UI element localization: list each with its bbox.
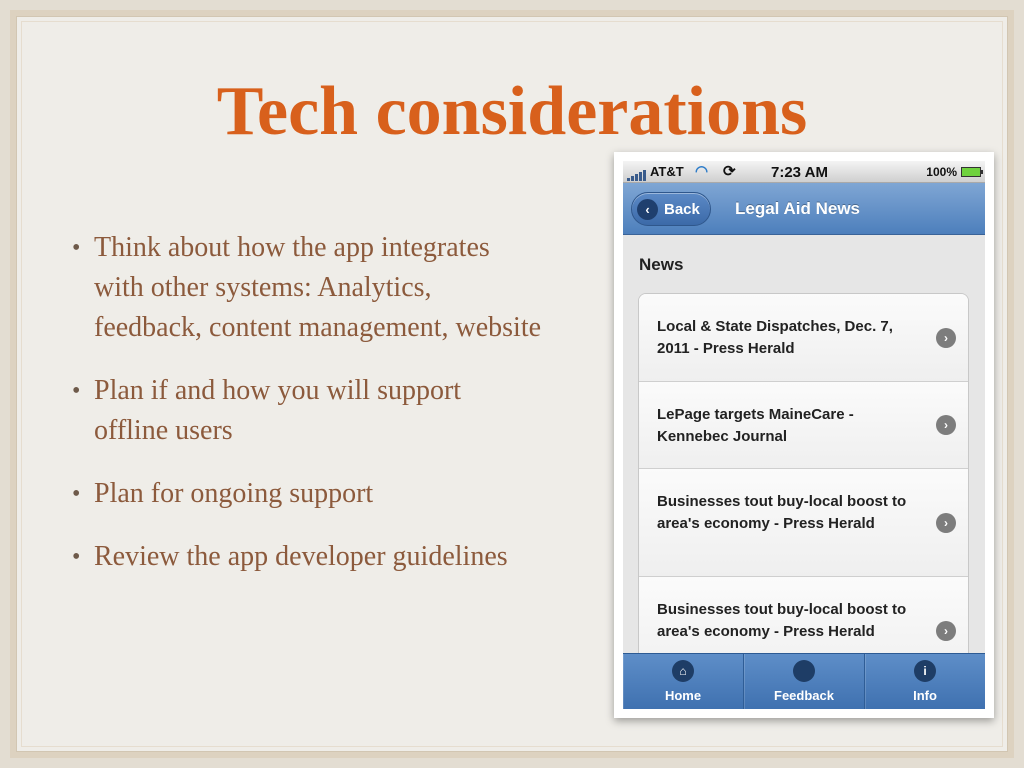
phone-screenshot — [614, 152, 994, 718]
tab-feedback-label: Feedback — [774, 688, 834, 703]
bullet-dot-icon: • — [72, 481, 81, 507]
nav-bar — [623, 183, 985, 235]
sync-icon: ⟳ — [723, 163, 736, 180]
info-icon: i — [914, 660, 936, 682]
tab-home[interactable] — [623, 654, 744, 709]
section-title: News — [639, 255, 684, 274]
chevron-right-icon: › — [936, 328, 956, 348]
carrier-label: AT&T — [650, 164, 684, 179]
tab-home-label: Home — [664, 688, 702, 703]
list-item-label: Businesses tout buy-local boost to area's economy - Press Herald — [657, 601, 907, 640]
bullet-text: Review the app developer guidelines — [94, 541, 508, 572]
list-item-label: Local & State Dispatches, Dec. 7, 2011 - Press Herald — [657, 318, 893, 357]
bullet-text: Plan if and how you will support offline users — [94, 375, 462, 446]
wifi-icon: ◠ — [695, 163, 709, 180]
battery-percent: 100% — [926, 165, 957, 179]
chevron-right-icon: › — [936, 621, 956, 641]
status-time: 7:23 AM — [771, 164, 828, 181]
slide-title: Tech considerations — [216, 73, 808, 150]
bullet-item — [72, 474, 542, 514]
tab-info-label: Info — [913, 688, 937, 703]
list-item-label: LePage targets MaineCare - Kennebec Journal — [657, 406, 854, 445]
bullet-text: Plan for ongoing support — [94, 478, 374, 509]
news-list — [638, 293, 969, 693]
bullet-item — [72, 371, 542, 451]
back-button-label: Back — [664, 201, 700, 218]
tab-info[interactable] — [865, 654, 985, 709]
circle-icon — [793, 660, 815, 682]
list-item[interactable] — [639, 294, 968, 382]
bullet-dot-icon: • — [72, 544, 81, 570]
phone-screen — [623, 161, 985, 709]
status-bar — [623, 161, 985, 183]
chevron-right-icon: › — [936, 513, 956, 533]
back-button[interactable] — [631, 192, 711, 226]
bullet-item — [72, 228, 542, 348]
nav-title: Legal Aid News — [735, 199, 861, 218]
battery-icon — [961, 167, 981, 177]
bullet-dot-icon: • — [72, 235, 81, 261]
list-item-label: Businesses tout buy-local boost to area's economy - Press Herald — [657, 493, 907, 532]
list-item[interactable] — [639, 382, 968, 469]
signal-icon — [627, 166, 647, 181]
chevron-left-icon: ‹ — [637, 199, 658, 220]
list-item[interactable] — [639, 469, 968, 577]
tab-bar — [623, 653, 985, 709]
chevron-right-icon: › — [936, 415, 956, 435]
bullet-dot-icon: • — [72, 378, 81, 404]
tab-feedback[interactable] — [744, 654, 865, 709]
bullet-text: Think about how the app integrates with other systems: Analytics, feedback, content management, website — [94, 232, 542, 343]
bullet-item — [72, 537, 542, 577]
bullet-list — [72, 228, 542, 600]
home-icon: ⌂ — [672, 660, 694, 682]
